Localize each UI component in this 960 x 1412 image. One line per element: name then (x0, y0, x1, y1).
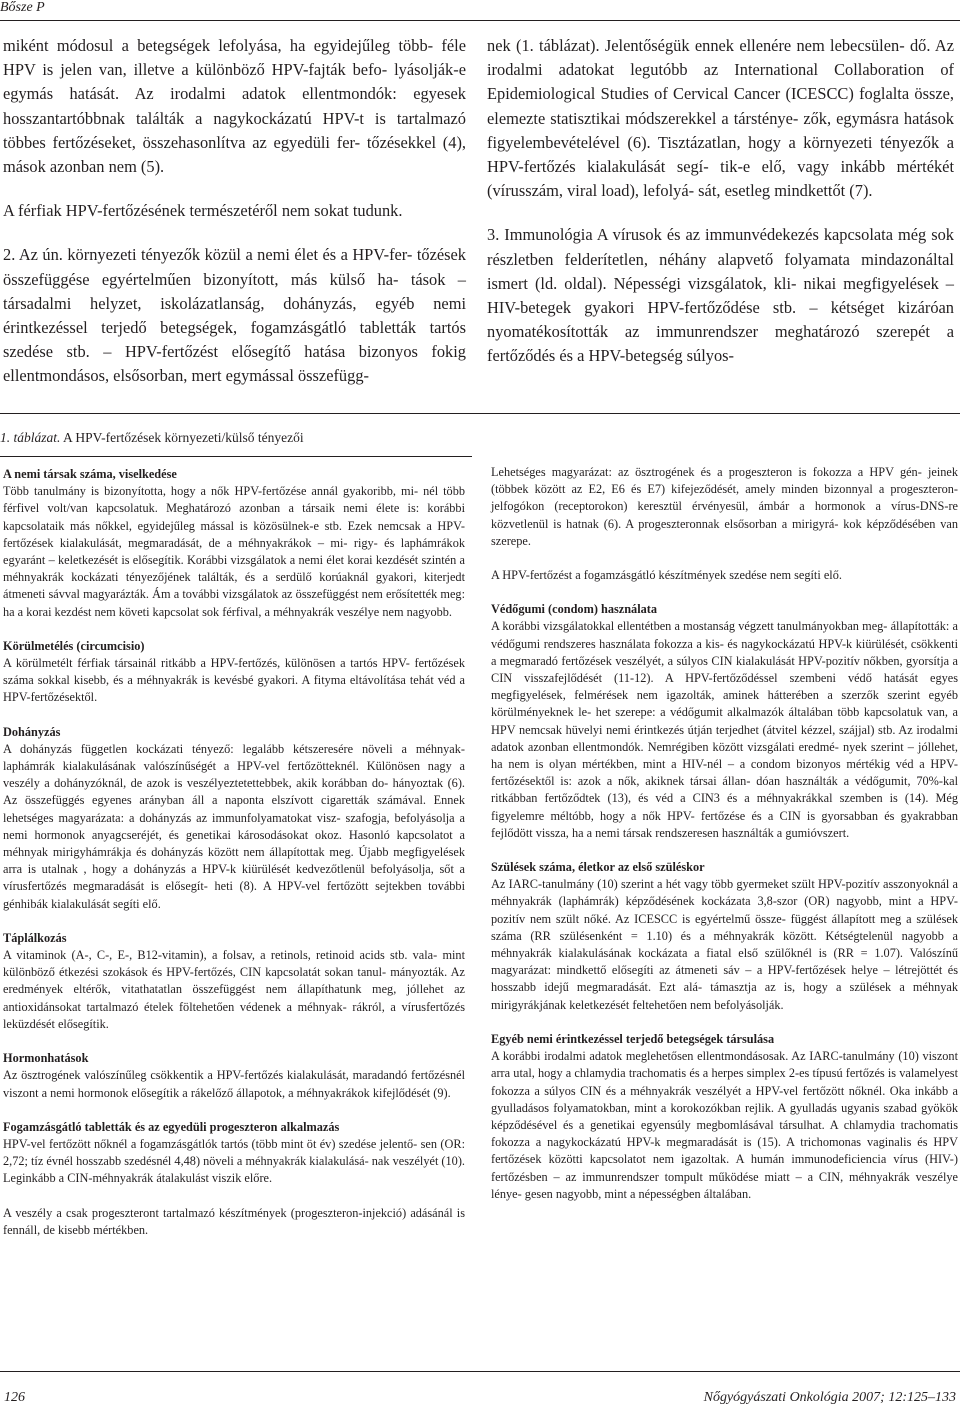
running-header: Bősze P (0, 0, 45, 15)
table-factor-item (3, 1119, 465, 1239)
factor-heading: Hormonhatások (3, 1051, 89, 1066)
intro-paragraph: nek (1. táblázat). Jelentőségük ennek ellenére nem lebecsülen- dő. Az irodalmi adatokat legutóbb az International Collaboration of Epidemiological Studies of Cervical Cancer (ICESCC) foglalta össze, elemezte statisztikai módszerekkel a társténye- zők, egymásra hatások figyelembevételével (6). Tisztázatlan, hogy a környezeti tényezők a HPV-fertőzés kialakulását segí- tik-e elő, vagy inkább mértékét (vírusszám, viral load), lefolyá- sát, esetleg mindkettőt (7). (487, 36, 954, 201)
page-number: 126 (4, 1390, 25, 1405)
factor-text: A vitaminok (A-, C-, E-, B12-vitamin), a folsav, a retinols, retinoid acids stb. vala- mint különböző étkezési szokások és HPV-fertőzés, CIN kapcsolatát sokan tanul- mányozták. Az eredmények eltérők, vitathatatlan összefüggést nem állapíthatunk meg, jóllehet az antioxidánsokat tartalmazó ételek föltehetően védenek a méhnyak- rákról, a vírusfertőzés leküzdését elősegítik. (3, 948, 465, 1031)
factor-text: A korábbi vizsgálatokkal ellentétben a mostanság végzett tanulmányokban meg- állapították: a védőgumi rendszeres használata fokozza a kis- és nagykockázatú HPV-k kiürülését, csökkenti a megmaradó fertőzések veszélyét, a súlyos CIN kialakulását HPV-pozitív nőkben, gyorsítja a CIN visszafejlődését (11-12). A HPV-fertőződéssel szembeni védő hatását egyes megfigyelések, felmérések nem igazolták, aminek hátterében a szerzők szerint egyéb körülményeknek le- het szerepe: a védőgumit alkalmazók általában több kapcsolatuk van, a HPV nemcsak hüvelyi nemi érintkezés útján terjedhet (átvitel kézzel, szájjal) stb. Az irodalmi adatok azonban ellentmondók. Nemrégiben között vizsgálati eredmé- nyek szerint – jóllehet, ha nem is olyan mértékben, mint a HIV-nél – a condom bizonyos mértékig véd a HPV-fertőzésektől is: azok a nők, akiknek társai állan- dóan használták a védőgumit, 70%-kal ritkábban fertőződtek (13), és véd a CIN3 és a méhnyakrákkal szemben is (14). Még figyelemre méltóbb, hogy a nők HPV- fertőzése és a CIN is gyorsabban és gyakrabban fejlődött vissza, ha a nemi társak rendszeresen használták a gumióvszert. (491, 619, 958, 840)
factor-heading: Szülések száma, életkor az első szüléskor (491, 860, 705, 875)
factor-heading: Körülmetélés (circumcisio) (3, 638, 145, 653)
header-rule (0, 20, 960, 21)
section-rule (0, 413, 960, 414)
table-factor-item (491, 464, 958, 584)
factor-heading: Védőgumi (condom) használata (491, 602, 658, 617)
factor-text: A korábbi irodalmi adatok meglehetősen ellentmondásosak. Az IARC-tanulmány (10) viszont arra utal, hogy a chlamydia trachomatis és a herpes simplex 2-es típusú fertőzés is valamelyest fokozza a súlyos CIN és a méhnyakrák veszélyét a HPV-vel fertőzött nőknél. Oka inkább a gyulladásos folyamatokban, mint a korokozókban rejlik. A gyulladás ugyanis szabad gyökök képződésével és a genetikai egyensúly megbomlásával társulhat. A chlamydia trachomatis fokozza a nagykockázatú HPV-k megmaradását is (15). A trichomonas vaginalis és HPV fertőzések közötti kapcsolatot nem igazoltak. A humán immunodeficiencia vírus (HIV-) fertőzésben – az immunrendszer tompult működése miatt – a CIN, méhnyakrák veszélye lénye- gesen nagyobb, mint a népességben általában. (491, 1049, 958, 1201)
intro-left-column (3, 34, 466, 389)
factor-text: Az IARC-tanulmány (10) szerint a hét vagy több gyermeket szült HPV-pozitív asszonyoknál a méhnyakrák (laphámrák) képződésének kockázata 3,8-szor (OR) nagyobb, mint a HPV-pozitív nem szült nőké. Az ICESCC is egyértelmű össze- függést állapított meg a szülések száma (RR szülésenként = 1.10) és a méhnyakrák között. Kétségtelenül nagyobb a méhnyakrák kialakulásának kockázata a fiatal első szülőknél is (RR = 1.07). Valószínű magyarázat: mindkettő elősegíti az átmeneti sáv – a HPV-fertőzések helye – létrejöttét és hosszabb idejű megmaradását. Ezt alá- támasztja az is, hogy a szülések a méhnyak mirigyrákjának keletkezését feltehetően nem befolyásolják. (491, 877, 958, 1012)
factor-heading: A nemi társak száma, viselkedése (3, 467, 177, 481)
table-rule-left (0, 456, 472, 457)
table-factor-item (3, 466, 465, 621)
intro-paragraph: miként módosul a betegségek lefolyása, ha egyidejűleg több- féle HPV is jelen van, illetve a különböző HPV-fajták befo- lyásolják-e egymás hatását. Az irodalmi adatok ellentmondók: egyesek hosszantartóbbnak találták a nagykockázatú HPV-t is tartalmazó többes fertőzéseket, összehasonlítva az egyedüli fer- tőzésekkel (4), mások azonban nem (5). (3, 36, 466, 177)
table-factor-item (491, 601, 958, 842)
factor-heading: Dohányzás (3, 724, 61, 739)
table-factor-item (3, 724, 465, 913)
table-caption-text: A HPV-fertőzések környezeti/külső tényezői (63, 430, 304, 445)
factor-heading: Egyéb nemi érintkezéssel terjedő betegségek társulása (491, 1031, 775, 1046)
journal-citation: Nőgyógyászati Onkológia 2007; 12:125–133 (703, 1390, 956, 1405)
table-left-column (3, 466, 465, 1256)
factor-text: A dohányzás független kockázati tényező: legalább kétszeresére növeli a méhnyak- laphámrák kialakulásának valószínűségét a HPV-vel fertőzötteknél. Különösen nagy a veszély a dohányzóknál, de azok is veszélyeztetettebbek, akik korábban do- hányoztak (6). Az összefüggés egyenes arányban áll a naponta elszívott cigaretták számával. Ennek lehetséges magyarázata: a dohányzás az immunfolyamatokat visz- szafogja, befolyásolja a nemi hormonok anyagcseréjét, és genetikai károsodásokat okoz. Hasonló kapcsolatot a méhnyak mirigyhámrákja és dohányzás között nem állapítottak meg. Újabb megfigyelések arra is utalnak , hogy a dohányzás a HPV-k kiürülését kedvezőtlenül befolyásolja, sőt a vírusfertőzés megmaradását is elősegít- heti (8). A HPV-vel fertőzött sejtekben további génhibák kialakulását segíti elő. (3, 741, 465, 911)
table-factor-item (3, 930, 465, 1033)
footer-rule (0, 1371, 960, 1372)
factor-text: A körülmetélt férfiak társainál ritkább a HPV-fertőzés, különösen a tartós HPV- fertőzések száma sokkal kisebb, és a méhnyakrák is kevésbé gyakori. A fityma eltávolítása tehát véd a HPV-fertőzésektől. (3, 656, 465, 705)
factor-text: Lehetséges magyarázat: az ösztrogének és a progeszteron is fokozza a HPV gén- jeinek (többek között az E2, E6 és E7) kifejeződését, amely minden bizonnyal a progeszteron-jelfogókon (receptorokon) keresztül érvényesül, ámbár a hormonok a vírus-DNS-re közvetlenül is hatnak (6). A progeszteronnak elsősorban a mirigyrá- kok képződésében van szerepe. (491, 465, 958, 548)
intro-paragraph: 3. Immunológia A vírusok és az immunvédekezés kapcsolata még sok részletben felderítetlen, néhány alapvető folyamata mindazonáltal ismert (ld. oldal). Népességi vizsgálatok, kli- nikai megfigyelések – HIV-betegek gyakori HPV-fertőződése stb. – kétséget kizáróan nyomatékosították az immunrendszer meghatározó szerepét a fertőződés és a HPV-betegség súlyos- (487, 225, 954, 366)
table-caption-label: 1. táblázat. (0, 430, 61, 445)
intro-right-column (487, 34, 954, 369)
intro-paragraph: 2. Az ún. környezeti tényezők közül a nemi élet és a HPV-fer- tőzések összefüggése egyértelműen bizonyított, más külső ha- tások – társadalmi helyzet, iskolázatlanság, dohányzás, egyéb nemi érintkezéssel terjedő betegségek, fogamzásgátló tabletták tartós szedése stb. – HPV-fertőzést elősegítő hatása bizonyos fokig ellentmondásos, elsősorban, mert egymással összefügg- (3, 245, 466, 386)
factor-heading: Fogamzásgátló tabletták és az egyedüli progeszteron alkalmazás (3, 1119, 340, 1134)
factor-text: HPV-vel fertőzött nőknél a fogamzásgátlók tartós (több mint öt év) szedése jelentő- sen (OR: 2,72; tíz évnél hosszabb szedésnél 4,48) növeli a méhnyakrák kialakulásá- nak veszélyét (10). Leginkább a CIN-méhnyakrák átalakulást viszik előre. (3, 1136, 465, 1186)
table-caption (0, 430, 304, 446)
factor-text: A veszély a csak progeszteront tartalmazó készítmények (progeszteron-injekció) adásánál is fennáll, de kisebb mértékben. (3, 1205, 465, 1237)
table-factor-item (491, 1031, 958, 1203)
table-right-column (491, 464, 958, 1220)
table-factor-item (3, 638, 465, 707)
factor-text: Több tanulmány is bizonyította, hogy a nők HPV-fertőzése annál gyakoribb, mi- nél több férfivel volt/van kapcsolatuk. Meghatározó azonban a társaik nemi élete is: korábbi kapcsolataik más nőkkel, egyidejűleg mással is közösülnek-e stb. Ezek nemcsak a HPV-fertőzések kialakulását, megmaradását, de a méhnyakrákok – mi- rigy- és laphámrákok egyaránt – keletkezését is elősegítik. Korábbi vizsgálatok a nemi élet korai kezdését szintén a méhnyakrák kockázati tényezőjének találták, és a serdülő korúaknál gyakori, kiterjedt átmeneti sávval magyarázták. Ám a további vizsgálatok az összefüggést nem erősítették meg: ha a korai kezdést nem követi kapcsolat sok férfival, a méhnyakrák veszélye nem nagyobb. (3, 484, 465, 619)
table-factor-item (3, 1050, 465, 1102)
table-factor-item (491, 859, 958, 1014)
intro-paragraph: A férfiak HPV-fertőzésének természetéről nem sokat tudunk. (3, 201, 403, 221)
factor-text: A HPV-fertőzést a fogamzásgátló készítmények szedése nem segíti elő. (491, 568, 842, 583)
factor-heading: Táplálkozás (3, 930, 67, 945)
factor-text: Az ösztrogének valószínűleg csökkentik a HPV-fertőzés kialakulását, maradandó fertőzésnél viszont a nemi hormonok elősegítik a rákelőző állapotok, a méhnyakrákok kifejlődését (9). (3, 1068, 465, 1100)
